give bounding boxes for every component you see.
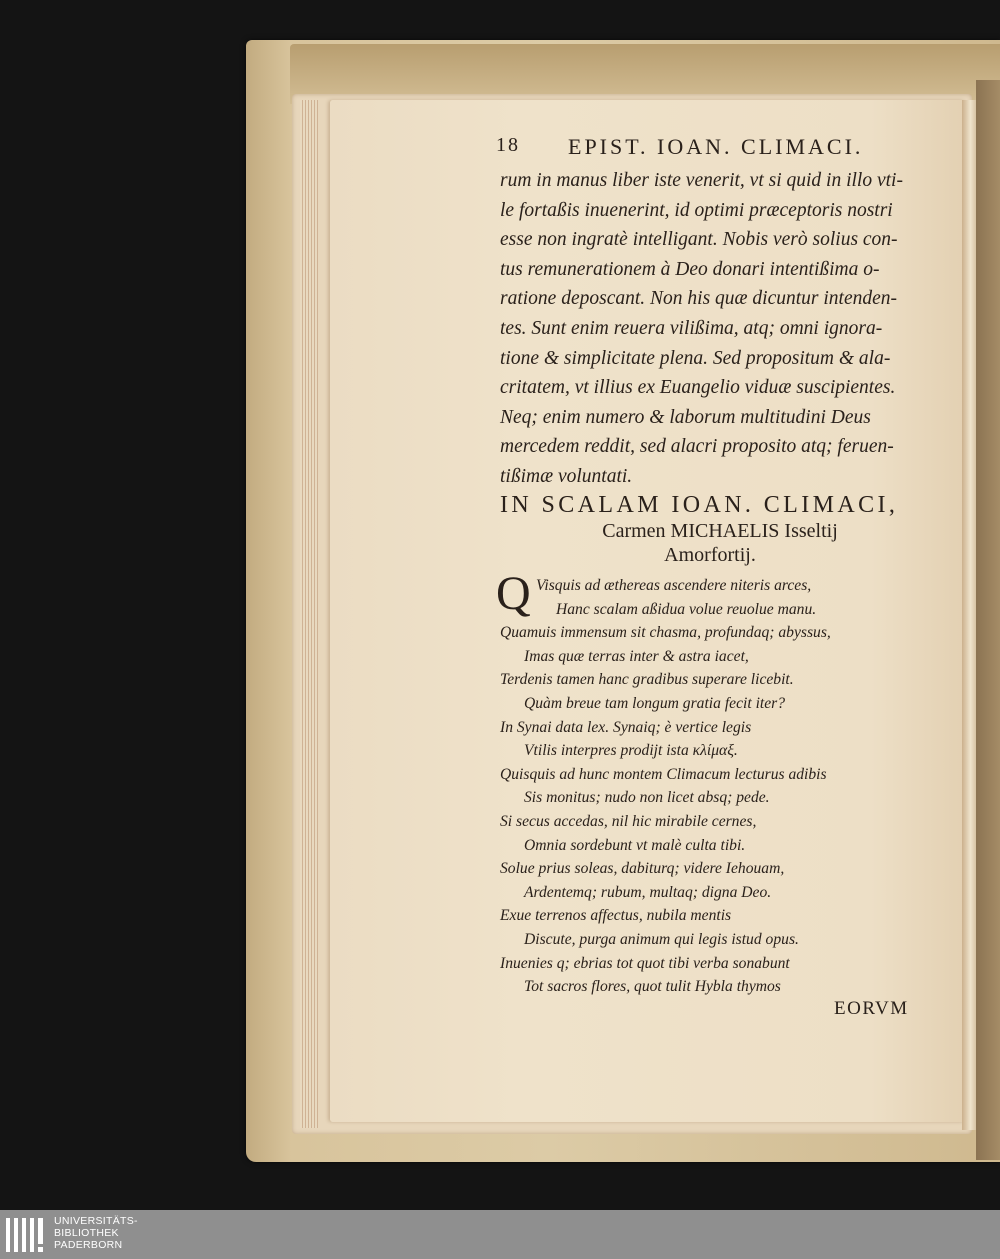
- prose-line: tus remunerationem à Deo donari intentißima o-: [500, 258, 880, 280]
- poem-author-place: Amorfortij.: [664, 544, 756, 566]
- poem-line: Hanc scalam aßidua volue reuolue manu.: [556, 600, 817, 618]
- prose-line: ratione deposcant. Non his quæ dicuntur intenden-: [500, 288, 898, 310]
- page-header: [496, 134, 936, 164]
- prose-line: tißimæ voluntati.: [500, 465, 633, 487]
- poem-line: Discute, purga animum qui legis istud opus.: [524, 930, 799, 948]
- poem-block: [500, 574, 940, 999]
- prose-line: rum in manus liber iste venerit, vt si quid in illo vti-: [500, 170, 903, 191]
- poem-line: Quàm breue tam longum gratia fecit iter?: [524, 694, 786, 712]
- library-name-line: UNIVERSITÄTS-: [54, 1215, 138, 1227]
- prose-block: [500, 166, 940, 492]
- book-spine: [976, 80, 1000, 1160]
- page-number: 18: [496, 134, 520, 156]
- poem-line: Sis monitus; nudo non licet absq; pede.: [524, 789, 770, 807]
- drop-cap: Q: [496, 567, 531, 620]
- prose-line: tione & simplicitate plena. Sed propositum & ala-: [500, 347, 891, 369]
- poem-line: Exue terrenos affectus, nubila mentis: [500, 907, 732, 925]
- poem-line: Visquis ad æthereas ascendere niteris arces,: [536, 577, 812, 594]
- poem-line: Inuenies q; ebrias tot quot tibi verba sonabunt: [500, 954, 790, 972]
- poem-line: Terdenis tamen hanc gradibus superare licebit.: [500, 671, 794, 689]
- page-gutter: [962, 100, 976, 1130]
- library-name-line: BIBLIOTHEK: [54, 1227, 119, 1239]
- library-name-line: PADERBORN: [54, 1239, 123, 1251]
- library-bars-icon: [6, 1218, 46, 1252]
- poem-line: Quisquis ad hunc montem Climacum lecturus adibis: [500, 765, 827, 783]
- prose-line: Neq; enim numero & laborum multitudini Deus: [500, 406, 871, 428]
- library-name: [54, 1215, 138, 1251]
- poem-line: In Synai data lex. Synaiq; è vertice legis: [500, 718, 752, 736]
- prose-line: le fortaßis inuenerint, id optimi præceptoris nostri: [500, 199, 893, 221]
- catchword: EORVM: [834, 998, 909, 1019]
- prose-line: mercedem reddit, sed alacri proposito atq; feruen-: [500, 436, 894, 458]
- running-title: EPIST. IOAN. CLIMACI.: [568, 134, 864, 159]
- prose-line: tes. Sunt enim reuera vilißima, atq; omni ignora-: [500, 317, 883, 339]
- poem-line: Omnia sordebunt vt malè culta tibi.: [524, 836, 746, 854]
- poem-line: Solue prius soleas, dabiturq; videre Iehouam,: [500, 860, 785, 878]
- poem-line: Vtilis interpres prodijt ista κλίμαξ.: [524, 742, 738, 760]
- poem-title: IN SCALAM IOAN. CLIMACI,: [500, 492, 899, 518]
- poem-line: Si secus accedas, nil hic mirabile cernes,: [500, 812, 757, 830]
- prose-line: critatem, vt illius ex Euangelio viduæ suscipientes.: [500, 377, 896, 399]
- poem-line: Ardentemq; rubum, multaq; digna Deo.: [524, 883, 772, 901]
- poem-line: Tot sacros flores, quot tulit Hybla thymos: [524, 978, 781, 996]
- poem-line: Quamuis immensum sit chasma, profundaq; abyssus,: [500, 624, 831, 642]
- footer-bar: [0, 1210, 1000, 1259]
- prose-line: esse non ingratè intelligant. Nobis verò solius con-: [500, 229, 898, 251]
- poem-line: Imas quæ terras inter & astra iacet,: [524, 647, 749, 665]
- poem-subtitle: Carmen MICHAELIS Isseltij: [602, 520, 838, 542]
